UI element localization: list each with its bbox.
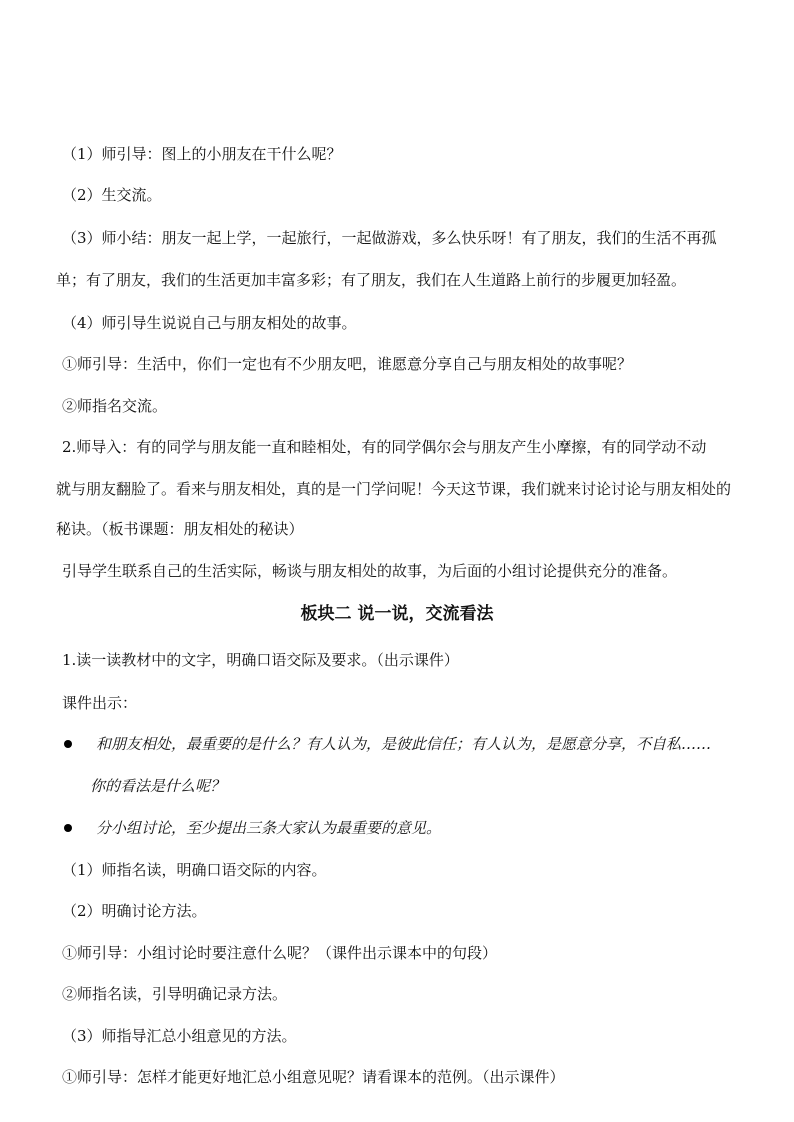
paragraph-line: 单；有了朋友，我们的生活更加丰富多彩；有了朋友，我们在人生道路上前行的步履更加轻盈。 [56,271,687,289]
paragraph-line: （3）师小结：朋友一起上学，一起旅行，一起做游戏，多么快乐呀！有了朋友，我们的生活不再孤 [62,229,717,247]
bullet-text: 分小组讨论，至少提出三条大家认为最重要的意见。 [96,819,442,837]
paragraph-line: （1）师引导：图上的小朋友在干什么呢？ [62,145,342,163]
paragraph-line: ①师引导：怎样才能更好地汇总小组意见呢？请看课本的范例。（出示课件） [62,1068,565,1086]
paragraph-line: ①师引导：生活中，你们一定也有不少朋友吧，谁愿意分享自己与朋友相处的故事呢？ [62,355,633,373]
paragraph-line: 引导学生联系自己的生活实际，畅谈与朋友相处的故事，为后面的小组讨论提供充分的准备。 [62,562,678,580]
paragraph-line: 秘诀。（板书课题：朋友相处的秘诀） [56,520,304,538]
paragraph-line: 课件出示： [62,694,138,712]
paragraph-line: 1.读一读教材中的文字，明确口语交际及要求。（出示课件） [62,651,459,669]
paragraph-line: （3）师指导汇总小组意见的方法。 [62,1027,297,1045]
paragraph-line: （2）生交流。 [62,186,162,204]
bullet-text: 你的看法是什么呢？ [90,777,226,795]
bullet-text: 和朋友相处，最重要的是什么？有人认为，是彼此信任；有人认为，是愿意分享，不自私…… [96,735,712,753]
paragraph-line: ②师指名读，引导明确记录方法。 [62,985,288,1003]
bullet-icon [64,824,72,832]
bullet-icon [64,740,72,748]
paragraph-line: （4）师引导生说说自己与朋友相处的故事。 [62,314,357,332]
paragraph-line: （2）明确讨论方法。 [62,902,207,920]
paragraph-line: （1）师指名读，明确口语交际的内容。 [62,861,327,879]
section-heading: 板块二 说一说，交流看法 [300,604,494,624]
paragraph-line: 就与朋友翻脸了。看来与朋友相处，真的是一门学问呢！今天这节课，我们就来讨论讨论与朋友相处的 [56,480,732,498]
paragraph-line: ②师指名交流。 [62,397,168,415]
paragraph-line: 2.师导入：有的同学与朋友能一直和睦相处，有的同学偶尔会与朋友产生小摩擦，有的同学动不动 [62,438,707,456]
paragraph-line: ①师引导：小组讨论时要注意什么呢？（课件出示课本中的句段） [62,944,498,962]
